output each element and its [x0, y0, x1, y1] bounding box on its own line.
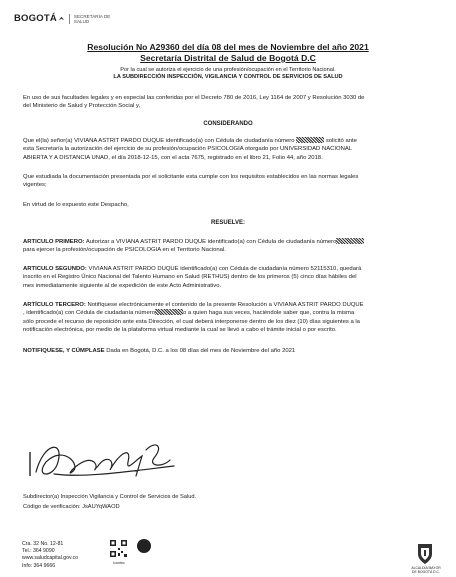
crest-caption: ALCALDÍA MAYOR DE BOGOTÁ D.C.: [411, 566, 441, 574]
redacted-id: [155, 309, 183, 315]
articulo-segundo: ARTICULO SEGUNDO: VIVIANA ASTRIT PARDO DUQUE identificado(a) con Cédula de ciudadanía número 52115310, quedará inscrito en el Registro Único Nacional del Talento Humano en Salud (RETHUS) dentro de los primeros (5) cinco días hábiles del mes inmediatamente siguiente al de expedición de este Acto Administrativo.: [23, 266, 362, 289]
subdirection-heading: LA SUBDIRECCIÓN INSPECCIÓN, VIGILANCIA Y CONTROL DE SERVICIOS DE SALUD: [113, 74, 343, 80]
handwritten-signature: [24, 432, 184, 486]
bogota-wordmark: BOGOTÁ: [14, 13, 57, 25]
bird-icon: [58, 16, 65, 23]
considerando-paragraph: Que el(la) señor(a) VIVIANA ASTRIT PARDO DUQUE identificado(a) con Cédula de ciudadanía número solicitó ante esta Secretaría la autorización del ejercicio de su profesión/ocupación PSICOLOGIA otorgado por UNIVERSIDAD NACIONAL ABIERTA Y A DISTANCIA UNAD, el día 2018-12-15, con el acta 7675, registrado en el libro 21, Folio 44, año 2018.: [23, 138, 357, 161]
footer-address: Cra. 32 No. 12-81 Tel.: 364 9090 www.saludcapital.gov.co Info: 364 9666: [22, 541, 79, 569]
articulo-tercero: ARTÍCULO TERCERO: Notifíquese electrónicamente el contenido de la presente Resolución a VIVIANA ASTRIT PARDO DUQUE , identificado(a) con Cédula de ciudadanía número o a quien haga sus veces, haciéndole saber que, contra la misma sólo procede el recurso de reposición ante esta Dirección, el cual deberá interponerse dentro de los diez (10) días siguientes a la notificación electrónica, por medio de la plataforma virtual mediante la cual se llevó a cabo el trámite inicial o por escrito.: [23, 302, 364, 333]
certification-badge-icon: [137, 539, 151, 553]
notification-paragraph: NOTIFIQUESE, Y CÚMPLASE Dada en Bogotá, D.C. a los 08 días del mes de Noviembre del año 2021: [23, 348, 296, 354]
resolution-subtitle: Por la cual se autoriza el ejercicio de una profesión/ocupación en el Territorio Nacional.: [120, 67, 336, 73]
articulo-primero: ARTICULO PRIMERO: Autorizar a VIVIANA ASTRIT PARDO DUQUE identificado(a) con Cédula de ciudadanía número para ejercer la profesión/ocupación de PSICOLOGIA en el Territorio Nacional.: [23, 238, 446, 255]
issuer-title: Secretaría Distrital de Salud de Bogotá D.C: [140, 53, 316, 63]
resolution-title: Resolución No A29360 del día 08 del mes de Noviembre del año 2021: [87, 42, 369, 52]
redacted-id: [296, 137, 324, 143]
signer-role: Subdirector(a) Inspección Vigilancia y Control de Servicios de Salud.: [23, 494, 197, 500]
verification-code: Código de verificación: JsAUYqWAOD: [23, 504, 120, 510]
virtud-paragraph: En virtud de lo expuesto este Despacho,: [23, 202, 129, 208]
redacted-id: [336, 238, 364, 244]
bogota-crest-icon: [412, 540, 438, 566]
logo-subtitle: SECRETARÍA DE SALUD: [69, 14, 110, 24]
estudiada-paragraph: Que estudiada la documentación presentada por el solicitante esta cumple con los requisitos establecidos en las normas legales vigentes;: [23, 174, 359, 189]
resuelve-heading: RESUELVE:: [211, 220, 245, 226]
bogota-logo: [14, 6, 110, 32]
preamble: En uso de sus facultades legales y en especial las conferidas por el Decreto 780 de 2016, Ley 1164 de 2007 y Resolución 3030 de del Ministerio de Salud y Protección Social y,: [23, 95, 365, 110]
qr-code-icon: [109, 539, 128, 558]
certification-label: Icontec: [113, 561, 125, 565]
considerando-heading: CONSIDERANDO: [203, 121, 253, 127]
